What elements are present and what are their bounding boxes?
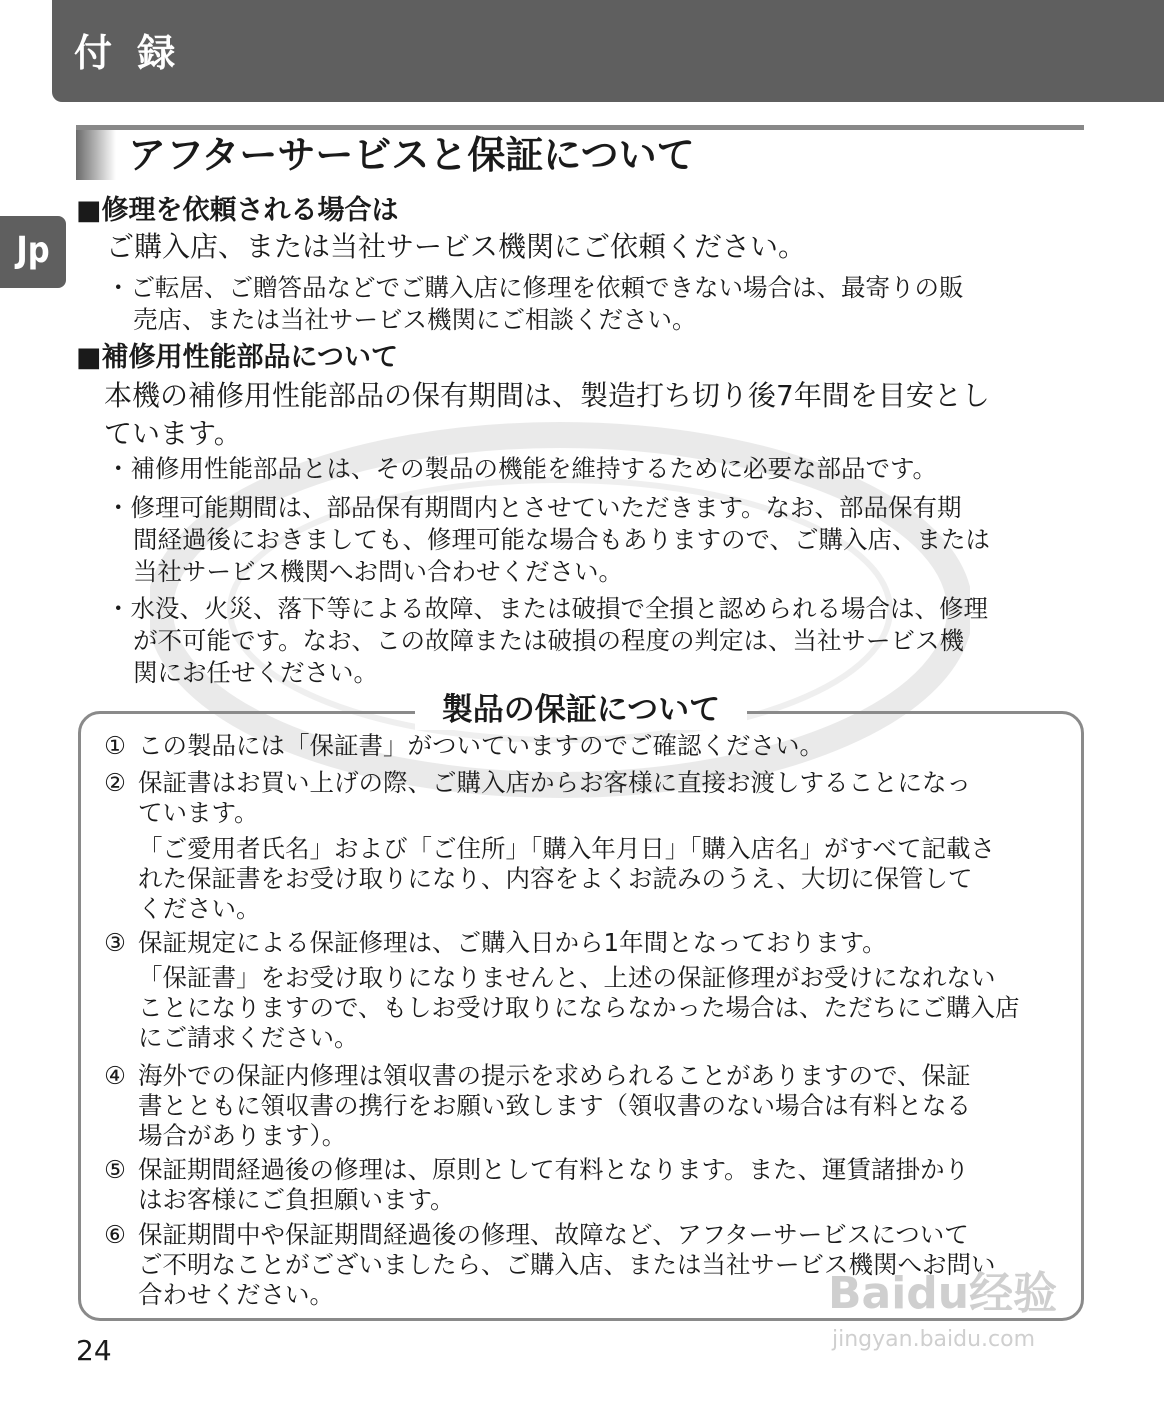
warranty-item-line: ください。	[138, 894, 261, 923]
baidu-watermark-url: jingyan.baidu.com	[832, 1327, 1036, 1352]
warranty-item-line: 海外での保証内修理は領収書の提示を求められることがありますので、保証	[138, 1061, 971, 1090]
repair-heading: ■修理を依頼される場合は	[76, 195, 399, 226]
warranty-item-number: ①	[104, 731, 126, 760]
warranty-item-line: 保証期間中や保証期間経過後の修理、故障など、アフターサービスについて	[138, 1220, 969, 1249]
warranty-item-line: 場合があります）。	[138, 1121, 347, 1150]
warranty-item-number: ③	[104, 928, 126, 957]
page-number: 24	[76, 1334, 112, 1367]
warranty-item-number: ②	[104, 768, 126, 797]
baidu-watermark-brand: Baidu经验	[828, 1268, 1058, 1319]
warranty-item-number: ⑥	[104, 1220, 126, 1249]
warranty-item-line: はお客様にご負担願います。	[138, 1185, 455, 1214]
parts-body-line: 本機の補修用性能部品の保有期間は、製造打ち切り後7年間を目安とし	[104, 379, 990, 412]
warranty-item-line: 「保証書」をお受け取りになりませんと、上述の保証修理がお受けになれない	[138, 963, 996, 992]
language-tab-label: Jp	[16, 230, 50, 271]
repair-bullet-line: ・ご転居、ご贈答品などでご購入店に修理を依頼できない場合は、最寄りの販	[106, 273, 964, 302]
repair-body: ご購入店、または当社サービス機関にご依頼ください。	[106, 230, 807, 263]
parts-bullet-line: 間経過後におきましても、修理可能な場合もありますので、ご購入店、または	[133, 525, 991, 554]
warranty-item-line: 「ご愛用者氏名」および「ご住所」「購入年月日」「購入店名」がすべて記載さ	[138, 834, 996, 863]
parts-bullet-line: が不可能です。なお、この故障または破損の程度の判定は、当社サービス機	[133, 626, 965, 655]
chapter-title: 付 録	[74, 31, 182, 75]
parts-bullet-line: 当社サービス機関へお問い合わせください。	[133, 557, 623, 586]
warranty-item-line: 保証書はお買い上げの際、ご購入店からお客様に直接お渡しすることになっ	[138, 768, 971, 797]
parts-heading: ■補修用性能部品について	[76, 342, 398, 373]
warranty-item-line: れた保証書をお受け取りになり、内容をよくお読みのうえ、大切に保管して	[138, 864, 973, 893]
warranty-item-line: 書とともに領収書の携行をお願い致します（領収書のない場合は有料となる	[138, 1091, 971, 1120]
chapter-header-bar	[52, 0, 1164, 102]
parts-bullet-line: ・修理可能期間は、部品保有期間内とさせていただきます。なお、部品保有期	[106, 493, 962, 522]
warranty-item-line: ご不明なことがございましたら、ご購入店、または当社サービス機関へお問い	[138, 1250, 996, 1279]
repair-bullet-line: 売店、または当社サービス機関にご相談ください。	[133, 305, 697, 334]
warranty-item-line: 合わせください。	[138, 1280, 334, 1309]
warranty-item-line: にご請求ください。	[138, 1023, 359, 1052]
heading-marker	[76, 130, 116, 180]
language-tab	[0, 216, 66, 288]
warranty-item-line: 保証規定による保証修理は、ご購入日から1年間となっております。	[138, 928, 887, 957]
warranty-item-number: ⑤	[104, 1155, 126, 1184]
section-heading	[76, 125, 1084, 181]
warranty-item-line: 保証期間経過後の修理は、原則として有料となります。また、運賃諸掛かり	[138, 1155, 970, 1184]
parts-bullet-line: 関にお任せください。	[133, 658, 378, 687]
warranty-box-title: 製品の保証について	[415, 690, 747, 730]
warranty-item-line: ことになりますので、もしお受け取りにならなかった場合は、ただちにご購入店	[138, 993, 1020, 1022]
heading-rule	[76, 125, 1084, 130]
baidu-watermark	[828, 1268, 1128, 1378]
parts-bullet-line: ・補修用性能部品とは、その製品の機能を維持するために必要な部品です。	[106, 454, 938, 483]
parts-bullet-line: ・水没、火災、落下等による故障、または破損で全損と認められる場合は、修理	[106, 594, 988, 623]
warranty-item-number: ④	[104, 1061, 126, 1090]
warranty-item-line: この製品には「保証書」がついていますのでご確認ください。	[138, 731, 824, 760]
warranty-item-line: ています。	[138, 798, 259, 827]
parts-body-line: ています。	[104, 417, 242, 450]
section-title: アフターサービスと保証について	[128, 133, 695, 177]
